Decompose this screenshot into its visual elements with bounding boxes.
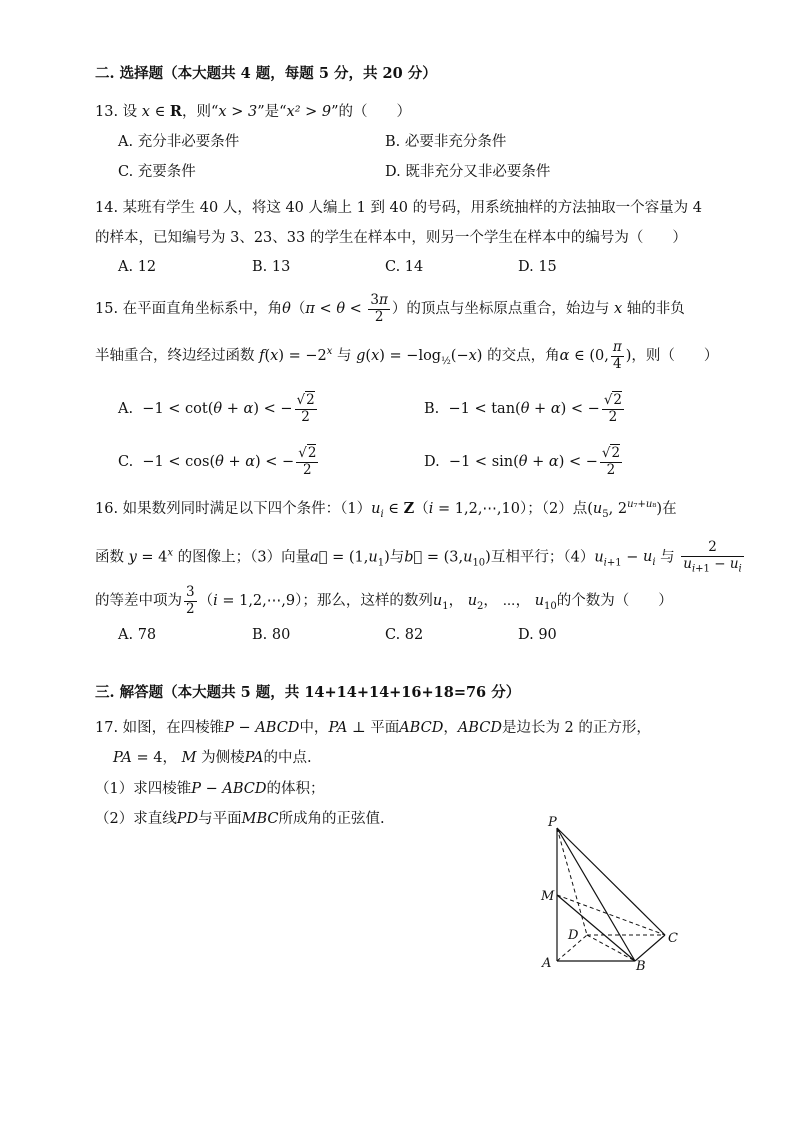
q16-line2-end: 与 (660, 549, 675, 566)
q17-part2-pre: （2）求直线 (95, 811, 177, 827)
q17-part1-end: 的体积； (266, 781, 325, 797)
label-D: D (568, 928, 579, 943)
q15-option-d-fn: sin (491, 454, 514, 471)
pyramid-figure (530, 815, 710, 975)
q13-stem-prefix: 设 (122, 104, 138, 120)
q15-option-d: D. −1 < sin(θ + α) < − $\frac{√2}{2}$ (424, 445, 621, 478)
q14-option-b: B. 13 (252, 259, 291, 275)
q15-number: 15. (95, 301, 119, 318)
q16-option-a: A. 78 (118, 627, 157, 643)
q14-line1: 某班有学生 40 人，将这 40 人编上 1 到 40 的号码，用系统抽样的方法抽取一个容量为 4 (122, 200, 702, 216)
edge-PD (557, 828, 587, 935)
q13-option-d: D. 既非充分又非必要条件 (385, 164, 551, 180)
q13-option-a: A. 充分非必要条件 (118, 134, 240, 150)
q14-line2: 的样本，已知编号为 3、23、33 的学生在样本中，则另一个学生在样本中的编号为（ ） (95, 230, 687, 246)
q15-option-a: A. −1 < cot(θ + α) < − $\frac{√2}{2}$ (118, 392, 315, 425)
q16-line2-and: 与 (389, 549, 405, 566)
q14-option-d: D. 15 (518, 259, 557, 275)
edge-BC (635, 935, 665, 961)
q15-line2-mid: 与 (337, 348, 352, 365)
q17-line2-post: 为侧棱 (201, 750, 245, 766)
q16-number: 16. (95, 501, 119, 517)
question-15-line2: 半轴重合，终边经过函数 $f(x) = -2^x$ 与 $g(x) = -\log_{\frac{1}{2}}(-x)$ 的交点，角α ∈ (0, $\frac{\pi}{4}$ )，则（ ） (95, 339, 719, 372)
q14-option-a: A. 12 (118, 259, 157, 275)
q17-line1-mid2: 平面 (370, 720, 400, 736)
q14-option-c: C. 14 (385, 259, 424, 275)
q13-number: 13. (95, 104, 119, 120)
question-16-line3: 的等差中项为 $\frac{3}{2}$ （i = 1,2,⋯,9）；那么，这样的数列$u_1$， $u_2$， ⋯， $u_{10}$的个数为（ ） (95, 584, 673, 617)
q17-part-2: （2）求直线PD与平面MBC所成角的正弦值. (95, 811, 385, 827)
q15-option-b-fn: tan (491, 401, 516, 418)
q17-line2-end: 的中点. (263, 750, 312, 766)
label-P: P (548, 815, 557, 830)
label-B: B (636, 959, 646, 974)
q15-line1-post: 的顶点与坐标原点重合，始边与 (406, 301, 610, 318)
q15-option-c-fn: cos (185, 454, 210, 471)
q16-line2-post: 互相平行；（4） (490, 549, 595, 566)
q17-part-1: （1）求四棱锥P − ABCD的体积； (95, 781, 325, 797)
q16-line3-end: 的个数为（ ） (556, 593, 673, 610)
q16-option-c: C. 82 (385, 627, 424, 643)
q17-part2-end: 所成角的正弦值. (278, 811, 385, 827)
q17-part1-label: （1）求四棱锥 (95, 781, 192, 797)
label-A: A (542, 956, 552, 971)
q13-option-c: C. 充要条件 (118, 164, 196, 180)
q17-line1-pre: 如图，在四棱锥 (122, 720, 225, 736)
label-C: C (668, 931, 678, 946)
label-M: M (541, 889, 555, 904)
question-17-line2: PA = 4， M 为侧棱PA的中点. (113, 750, 312, 766)
q17-line1-mid: 中， (299, 720, 329, 736)
q13-option-b: B. 必要非充分条件 (385, 134, 507, 150)
question-17-line1: 17. 如图，在四棱锥P − ABCD中，PA ⊥ 平面ABCD，ABCD是边长为 2 的正方形， (95, 720, 651, 736)
q13-stem-cond1-pre: ，则“ (181, 104, 219, 120)
q15-line1-end: 轴的非负 (626, 301, 685, 318)
q13-stem-mid: ”是“ (257, 104, 287, 120)
question-16-line1: 16. 如果数列同时满足以下四个条件：$(1)u_i$ ∈ Z（i = 1,2,⋯,10）；（2）点($u_5$, $2^{u_7+u_8}$)在 (95, 499, 677, 520)
question-16-line2: 函数 $y = 4^x$ 的图像上；（3）向量a⃗ = $(1,u_1)$与b⃗ = $(3,u_{10})$互相平行；$(4)u_{i+1} - u_i$ 与 $\frac{2}{u_{i+1} - u_i}$ (95, 539, 742, 575)
q16-line2-pre: 函数 (95, 549, 124, 566)
q16-line1-pre: 如果数列同时满足以下四个条件：（1） (122, 501, 372, 517)
q16-option-b: B. 80 (252, 627, 291, 643)
q15-option-b: B. −1 < tan(θ + α) < − $\frac{√2}{2}$ (424, 392, 623, 425)
q16-option-d: D. 90 (518, 627, 557, 643)
q16-line1-end: 在 (662, 501, 677, 517)
q13-stem-end: ”的（ ） (331, 104, 412, 120)
q13-cond2: x² > 9 (286, 104, 332, 120)
q15-line2-post: 的交点，角 (487, 348, 560, 365)
q14-number: 14. (95, 200, 119, 216)
q16-line1-mid: ；（2）点 (527, 501, 588, 517)
q13-cond1: x > 3 (218, 104, 258, 120)
q16-line3-mid: ；那么，这样的数列 (302, 593, 433, 610)
q17-line1-post: ， (443, 720, 458, 736)
q16-line2-mid: 的图像上；（3）向量 (177, 549, 311, 566)
q15-line2-end: ，则（ ） (631, 348, 719, 365)
q15-option-c: C. −1 < cos(θ + α) < − $\frac{√2}{2}$ (118, 445, 317, 478)
q16-line3-pre: 的等差中项为 (95, 593, 182, 610)
q17-part2-mid: 与平面 (198, 811, 242, 827)
question-15-line1: 15. 在平面直角坐标系中，角θ（π < θ < $\frac{3\pi}{2}$ ）的顶点与坐标原点重合，始边与 x 轴的非负 (95, 292, 685, 325)
section-3-title: 三. 解答题（本大题共 5 题，共 14+14+14+16+18=76 分） (95, 684, 521, 701)
question-13: 13. 设 x ∈ R，则“x > 3”是“x² > 9”的（ ） (95, 103, 412, 120)
q15-option-a-fn: cot (185, 401, 208, 418)
q17-line1-end: 是边长为 2 的正方形， (501, 720, 651, 736)
question-14-line1 (95, 196, 702, 217)
q15-line1-pre: 在平面直角坐标系中，角 (122, 301, 283, 318)
section-2-title: 二. 选择题（本大题共 4 题，每题 5 分，共 20 分） (95, 65, 437, 82)
q15-line2-pre: 半轴重合，终边经过函数 (95, 348, 255, 365)
q17-number: 17. (95, 720, 119, 736)
